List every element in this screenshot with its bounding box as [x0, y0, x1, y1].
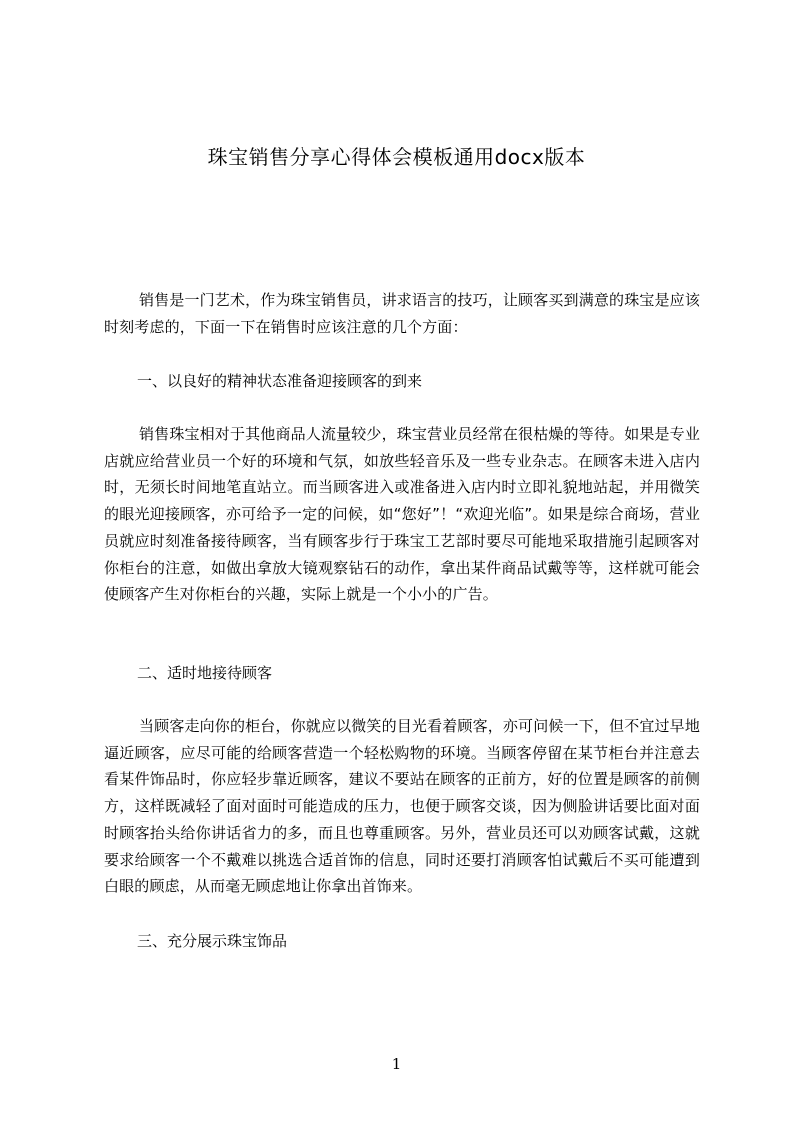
- section-body-1: 销售珠宝相对于其他商品人流量较少，珠宝营业员经常在很枯燥的等待。如果是专业店就应给营业员一个好的环境和气氛，如放些轻音乐及一些专业杂志。在顾客未进入店内时，无须长时间地笔直站立。而当顾客进入或准备进入店内时立即礼貌地站起，并用微笑的眼光迎接顾客，亦可给予一定的问候，如“您好”！“欢迎光临”。如果是综合商场，营业员就应时刻准备接待顾客，当有顾客步行于珠宝工艺部时要尽可能地采取措施引起顾客对你柜台的注意，如做出拿放大镜观察钻石的动作，拿出某件商品试戴等等，这样就可能会使顾客产生对你柜台的兴趣，实际上就是一个小小的广告。: [104, 425, 700, 604]
- section-heading-2: 二、适时地接待顾客: [137, 664, 273, 682]
- intro-paragraph: 销售是一门艺术，作为珠宝销售员，讲求语言的技巧，让顾客买到满意的珠宝是应该时刻考虑的，下面一下在销售时应该注意的几个方面：: [104, 291, 700, 336]
- section-heading-1: 一、以良好的精神状态准备迎接顾客的到来: [137, 372, 423, 390]
- document-title: 珠宝销售分享心得体会模板通用docx版本: [207, 145, 586, 169]
- section-heading-3: 三、充分展示珠宝饰品: [137, 932, 288, 950]
- page-number: 1: [391, 1055, 402, 1073]
- section-body-2: 当顾客走向你的柜台，你就应以微笑的目光看着顾客，亦可问候一下，但不宜过早地逼近顾客，应尽可能的给顾客营造一个轻松购物的环境。当顾客停留在某节柜台并注意去看某件饰品时，你应轻步靠近顾客，建议不要站在顾客的正前方，好的位置是顾客的前侧方，这样既减轻了面对面时可能造成的压力，也便于顾客交谈，因为侧脸讲话要比面对面时顾客抬头给你讲话省力的多，而且也尊重顾客。另外，营业员还可以劝顾客试戴，这就要求给顾客一个不戴难以挑选合适首饰的信息，同时还要打消顾客怕试戴后不买可能遭到白眼的顾虑，从而毫无顾虑地让你拿出首饰来。: [104, 717, 700, 896]
